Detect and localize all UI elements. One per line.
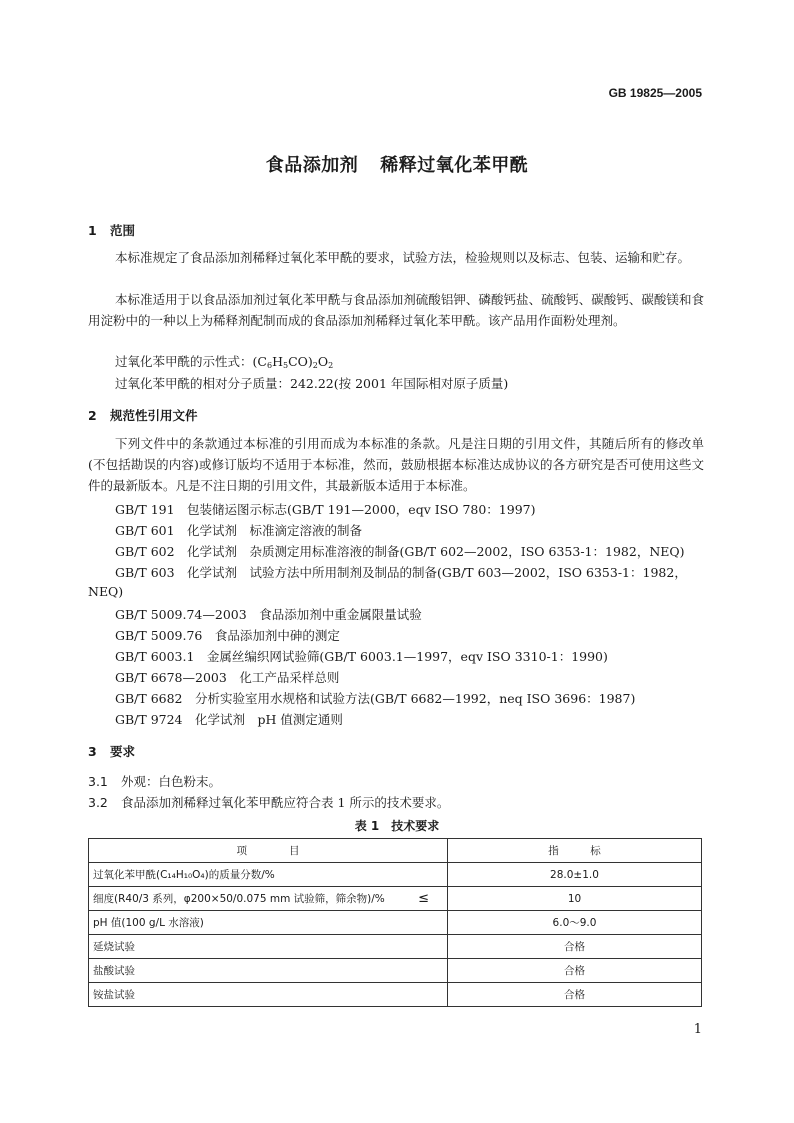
reference-item: GB/T 191 包装储运图示标志(GB/T 191—2000，eqv ISO 780：1997) xyxy=(115,502,536,517)
row-item-text: pH 值(100 g/L 水溶液) xyxy=(93,917,204,929)
row-value: 28.0±1.0 xyxy=(448,863,702,887)
row-value: 合格 xyxy=(448,935,702,959)
molecular-mass-line: 过氧化苯甲酰的相对分子质量：242.22(按 2001 年国际相对原子质量) xyxy=(115,376,509,391)
row-item-text: 过氧化苯甲酰(C₁₄H₁₀O₄)的质量分数/% xyxy=(93,869,275,881)
clause-number: 3.1 xyxy=(88,774,108,789)
clause-text: 食品添加剂稀释过氧化苯甲酰应符合表 1 所示的技术要求。 xyxy=(121,795,450,810)
reference-item: GB/T 6003.1 金属丝编织网试验筛(GB/T 6003.1—1997，eqv ISO 3310-1：1990) xyxy=(115,649,608,664)
table-header-row xyxy=(89,839,702,863)
clause-3-1 xyxy=(88,772,221,790)
standard-number: GB 19825—2005 xyxy=(608,86,702,100)
technical-requirements-table xyxy=(88,838,702,1007)
row-item xyxy=(89,935,448,959)
section-title: 规范性引用文件 xyxy=(110,408,198,423)
table-row xyxy=(89,983,702,1007)
section-2-heading xyxy=(88,406,198,424)
section-number: 1 xyxy=(88,223,97,238)
table-row xyxy=(89,959,702,983)
row-value: 合格 xyxy=(448,959,702,983)
table-row xyxy=(89,935,702,959)
row-item xyxy=(89,959,448,983)
formula: $(C_6H_5CO)_2O_2$ xyxy=(252,354,334,370)
reference-item: GB/T 601 化学试剂 标准滴定溶液的制备 xyxy=(115,523,363,538)
clause-3-2 xyxy=(88,793,449,811)
table-row xyxy=(89,887,702,911)
row-value: 10 xyxy=(448,887,702,911)
less-equal-symbol: ≤ xyxy=(418,891,429,906)
reference-item: GB/T 603 化学试剂 试验方法中所用制剂及制品的制备(GB/T 603—2002，ISO 6353-1：1982， xyxy=(115,565,687,580)
formula-line xyxy=(115,352,333,370)
table-row xyxy=(89,911,702,935)
section-2-paragraph: 下列文件中的条款通过本标准的引用而成为本标准的条款。凡是注日期的引用文件，其随后所有的修改单(不包括勘误的内容)或修订版均不适用于本标准，然而，鼓励根据本标准达成协议的各方研究是否可使用这些文件的最新版本。凡是不注日期的引用文件，其最新版本适用于本标准。 xyxy=(88,436,704,493)
row-item xyxy=(89,911,448,935)
column-header-indicator: 指 标 xyxy=(448,839,702,863)
reference-item: GB/T 9724 化学试剂 pH 值测定通则 xyxy=(115,712,343,727)
reference-item: GB/T 602 化学试剂 杂质测定用标准溶液的制备(GB/T 602—2002，ISO 6353-1：1982，NEQ) xyxy=(115,544,685,559)
formula-label: 过氧化苯甲酰的示性式： xyxy=(115,354,253,369)
row-item-text: 盐酸试验 xyxy=(93,965,135,977)
row-item-text: 铵盐试验 xyxy=(93,989,135,1001)
section-number: 3 xyxy=(88,744,97,759)
table-caption: 表 1 技术要求 xyxy=(354,819,440,833)
page-title xyxy=(0,151,794,177)
section-1-heading xyxy=(88,221,135,239)
reference-item: GB/T 6682 分析实验室用水规格和试验方法(GB/T 6682—1992，neq ISO 3696：1987) xyxy=(115,691,636,706)
table-row xyxy=(89,863,702,887)
row-item-text: 细度(R40/3 系列，φ200×50/0.075 mm 试验筛，筛余物)/% xyxy=(93,893,385,905)
reference-item-continuation: NEQ) xyxy=(88,584,124,599)
reference-item: GB/T 6678—2003 化工产品采样总则 xyxy=(115,670,340,685)
row-value: 合格 xyxy=(448,983,702,1007)
row-item xyxy=(89,887,448,911)
reference-item: GB/T 5009.76 食品添加剂中砷的测定 xyxy=(115,628,340,643)
section-3-heading xyxy=(88,742,135,760)
row-item xyxy=(89,983,448,1007)
column-header-item: 项 目 xyxy=(89,839,448,863)
section-1-paragraph-1: 本标准规定了食品添加剂稀释过氧化苯甲酰的要求，试验方法，检验规则以及标志、包装、运输和贮存。 xyxy=(115,250,691,265)
row-item-text: 延烧试验 xyxy=(93,941,135,953)
title-part1: 食品添加剂 xyxy=(265,155,359,176)
section-number: 2 xyxy=(88,408,97,423)
clause-number: 3.2 xyxy=(88,795,108,810)
row-value: 6.0～9.0 xyxy=(448,911,702,935)
page-number: 1 xyxy=(693,1022,702,1037)
reference-item: GB/T 5009.74—2003 食品添加剂中重金属限量试验 xyxy=(115,607,422,622)
row-item xyxy=(89,863,448,887)
section-title: 范围 xyxy=(110,223,136,238)
section-1-paragraph-2: 本标准适用于以食品添加剂过氧化苯甲酰与食品添加剂硫酸铝钾、磷酸钙盐、硫酸钙、碳酸钙、碳酸镁和食用淀粉中的一种以上为稀释剂配制而成的食品添加剂稀释过氧化苯甲酰。该产品用作面粉处理剂。 xyxy=(88,292,704,328)
clause-text: 外观：白色粉末。 xyxy=(121,774,222,789)
title-part2: 稀释过氧化苯甲酰 xyxy=(380,155,529,176)
section-title: 要求 xyxy=(110,744,136,759)
